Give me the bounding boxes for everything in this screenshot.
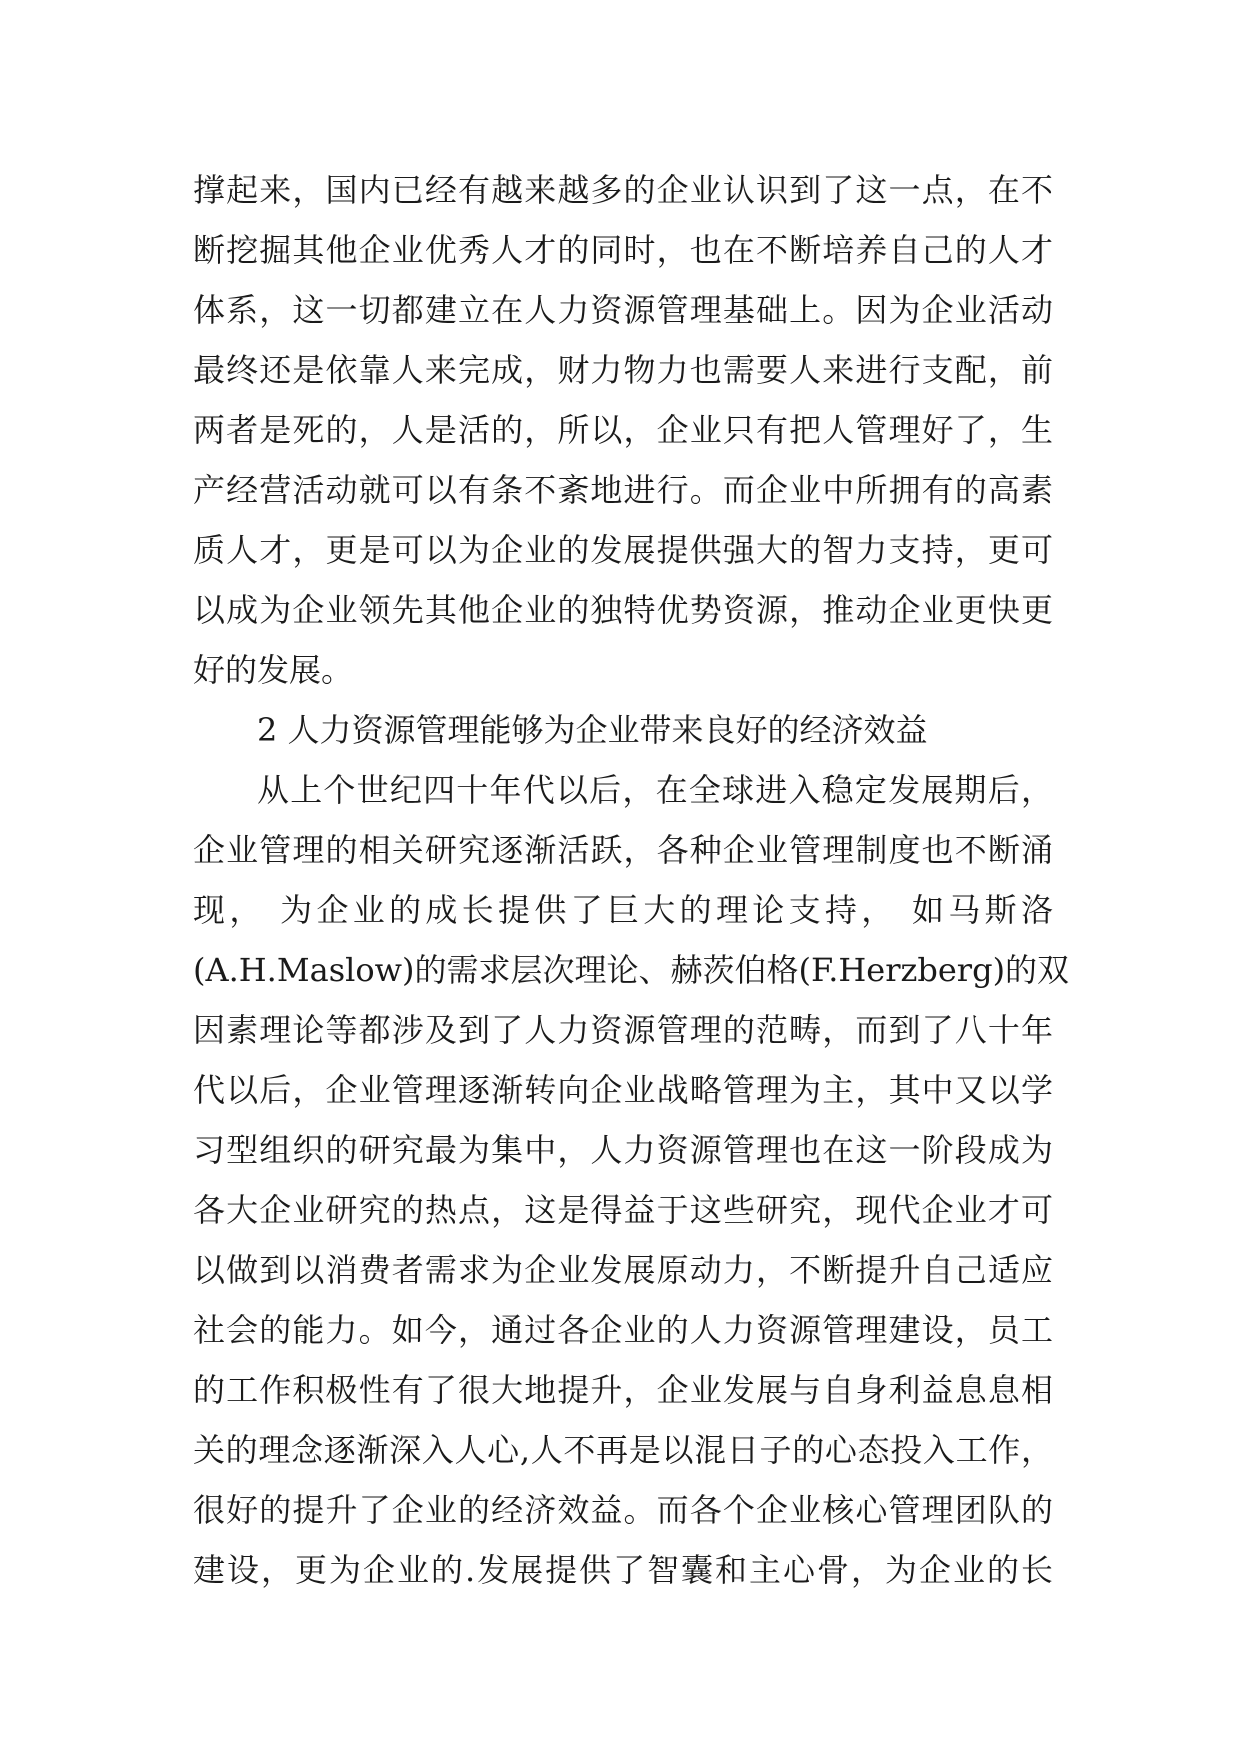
paragraph-2-line: 企业管理的相关研究逐渐活跃，各种企业管理制度也不断涌 [193, 831, 1053, 869]
paragraph-2-line: 以做到以消费者需求为企业发展原动力，不断提升自己适应 [193, 1251, 1053, 1289]
paragraph-2-line: 很好的提升了企业的经济效益。而各个企业核心管理团队的 [193, 1491, 1053, 1529]
paragraph-2-line: 关的理念逐渐深入人心,人不再是以混日子的心态投入工作， [193, 1431, 1053, 1469]
document-body [193, 160, 1070, 1600]
paragraph-2-line: 从上个世纪四十年代以后，在全球进入稳定发展期后， [257, 771, 1053, 809]
paragraph-2-line: 的工作积极性有了很大地提升，企业发展与自身利益息息相 [193, 1371, 1053, 1409]
paragraph-2-line: 代以后，企业管理逐渐转向企业战略管理为主，其中又以学 [193, 1071, 1053, 1109]
paragraph-2-line: (A.H.Maslow)的需求层次理论、赫茨伯格(F.Herzberg)的双 [193, 951, 1070, 989]
paragraph-1-line: 以成为企业领先其他企业的独特优势资源，推动企业更快更 [193, 591, 1053, 629]
paragraph-2-line: 习型组织的研究最为集中，人力资源管理也在这一阶段成为 [193, 1131, 1053, 1169]
paragraph-1-line: 质人才，更是可以为企业的发展提供强大的智力支持，更可 [193, 531, 1053, 569]
paragraph-1-line: 两者是死的，人是活的，所以，企业只有把人管理好了，生 [193, 411, 1053, 449]
paragraph-1-line: 体系，这一切都建立在人力资源管理基础上。因为企业活动 [193, 291, 1053, 329]
paragraph-1-line: 断挖掘其他企业优秀人才的同时，也在不断培养自己的人才 [193, 231, 1053, 269]
paragraph-1-line: 撑起来，国内已经有越来越多的企业认识到了这一点，在不 [193, 171, 1053, 209]
paragraph-2-line: 建设，更为企业的.发展提供了智囊和主心骨，为企业的长 [193, 1551, 1053, 1589]
paragraph-1-line: 最终还是依靠人来完成，财力物力也需要人来进行支配，前 [193, 351, 1053, 389]
paragraph-2-line: 现， 为企业的成长提供了巨大的理论支持， 如马斯洛 [193, 891, 1053, 929]
paragraph-2-line: 各大企业研究的热点，这是得益于这些研究，现代企业才可 [193, 1191, 1053, 1229]
section-heading: 2 人力资源管理能够为企业带来良好的经济效益 [257, 711, 928, 749]
paragraph-2-line: 社会的能力。如今，通过各企业的人力资源管理建设，员工 [193, 1311, 1053, 1349]
paragraph-2-line: 因素理论等都涉及到了人力资源管理的范畴，而到了八十年 [193, 1011, 1053, 1049]
paragraph-1-line: 好的发展。 [193, 651, 354, 689]
paragraph-1-line: 产经营活动就可以有条不紊地进行。而企业中所拥有的高素 [193, 471, 1053, 509]
